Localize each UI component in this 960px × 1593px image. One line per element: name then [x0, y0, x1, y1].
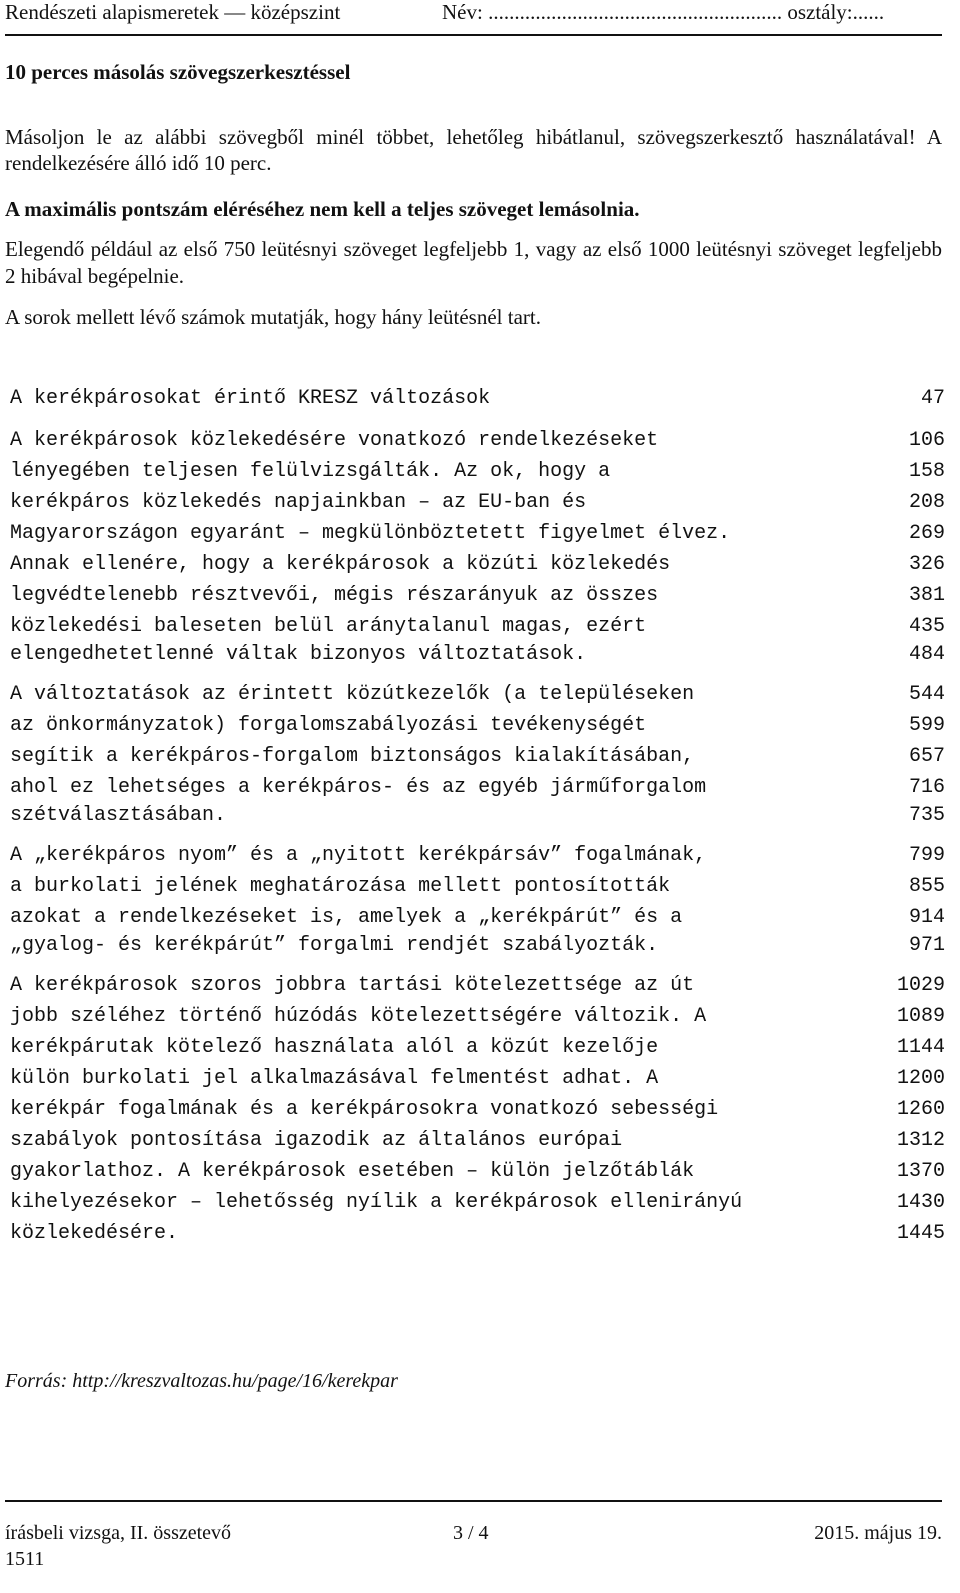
copy-line-text: kerékpár fogalmának és a kerékpárosokra vonatkozó sebességi	[10, 1098, 719, 1121]
keystroke-count: 855	[908, 875, 945, 898]
copy-line-text: A változtatások az érintett közútkezelők (a településeken	[10, 683, 695, 706]
copy-line	[10, 1063, 945, 1094]
copy-line-text: Annak ellenére, hogy a kerékpárosok a közúti közlekedés	[10, 553, 671, 576]
keystroke-count: 716	[908, 776, 945, 799]
copy-line	[10, 772, 945, 803]
copy-line-text: Magyarországon egyaránt – megkülönböztetett figyelmet élvez.	[10, 522, 731, 545]
copy-text-block	[10, 383, 945, 1260]
keystroke-count: 381	[908, 584, 945, 607]
page-header	[5, 0, 942, 36]
copy-line-text: közlekedési baleseten belül aránytalanul magas, ezért	[10, 615, 647, 638]
copy-line-text: jobb széléhez történő húzódás kötelezettségére változik. A	[10, 1005, 707, 1028]
keystroke-count: 208	[908, 491, 945, 514]
keystroke-count: 269	[908, 522, 945, 545]
copy-line-text: szabályok pontosítása igazodik az általános európai	[10, 1129, 623, 1152]
copy-line	[10, 642, 945, 668]
copy-line	[10, 679, 945, 710]
copy-line	[10, 518, 945, 549]
copy-line	[10, 1001, 945, 1032]
footer-date: 2015. május 19.	[814, 1522, 942, 1544]
source-citation: Forrás: http://kreszvaltozas.hu/page/16/kerekpar	[5, 1370, 398, 1392]
copy-line-text: közlekedésére.	[10, 1222, 179, 1245]
task-instructions	[5, 124, 942, 330]
keystroke-count: 1312	[896, 1129, 945, 1152]
copy-line-text: kihelyezésekor – lehetősség nyílik a kerékpárosok ellenirányú	[10, 1191, 743, 1214]
copy-line	[10, 933, 945, 959]
copy-line	[10, 871, 945, 902]
footer-page-number: 3 / 4	[453, 1522, 489, 1544]
copy-line	[10, 902, 945, 933]
keystroke-count: 799	[908, 844, 945, 867]
task-title: 10 perces másolás szövegszerkesztéssel	[5, 60, 351, 84]
keystroke-count: 657	[908, 745, 945, 768]
copy-line	[10, 611, 945, 642]
instruction-paragraph-1: Másoljon le az alábbi szövegből minél többet, lehetőleg hibátlanul, szövegszerkesztő használatával! A rendelkezésére álló idő 10 perc.	[5, 125, 942, 175]
copy-paragraph	[10, 383, 945, 414]
instruction-paragraph-3: Elegendő például az első 750 leütésnyi szöveget legfeljebb 1, vagy az első 1000 leütésnyi szöveget legfeljebb 2 hibával begépelnie.	[5, 237, 942, 288]
copy-paragraph	[10, 425, 945, 668]
copy-paragraph	[10, 840, 945, 959]
keystroke-count: 484	[908, 643, 945, 666]
copy-line-text: A kerékpárosokat érintő KRESZ változások	[10, 387, 491, 410]
keystroke-count: 1430	[896, 1191, 945, 1214]
copy-line-text: a burkolati jelének meghatározása mellett pontosították	[10, 875, 671, 898]
keystroke-count: 971	[908, 934, 945, 957]
copy-line	[10, 487, 945, 518]
copy-line-text: A kerékpárosok szoros jobbra tartási kötelezettsége az út	[10, 974, 695, 997]
copy-line	[10, 1218, 945, 1249]
copy-line	[10, 425, 945, 456]
copy-line-text: elengedhetetlenné váltak bizonyos változtatások.	[10, 643, 587, 666]
copy-line-text: kerékpáros közlekedés napjainkban – az EU-ban és	[10, 491, 587, 514]
copy-line	[10, 1032, 945, 1063]
instruction-paragraph-bold: A maximális pontszám eléréséhez nem kell a teljes szöveget lemásolnia.	[5, 197, 640, 221]
header-subject: Rendészeti alapismeretek — középszint	[5, 0, 341, 24]
keystroke-count: 1445	[896, 1222, 945, 1245]
copy-line	[10, 710, 945, 741]
keystroke-count: 544	[908, 683, 945, 706]
keystroke-count: 1144	[896, 1036, 945, 1059]
copy-line-text: A „kerékpáros nyom” és a „nyitott kerékpársáv” fogalmának,	[10, 844, 707, 867]
keystroke-count: 106	[908, 429, 945, 452]
copy-line	[10, 1187, 945, 1218]
copy-paragraph	[10, 970, 945, 1249]
copy-line	[10, 1156, 945, 1187]
page-footer	[5, 1500, 942, 1593]
copy-line-text: legvédtelenebb résztvevői, mégis részarányuk az összes	[10, 584, 659, 607]
keystroke-count: 599	[908, 714, 945, 737]
copy-line	[10, 803, 945, 829]
footer-exam-part: írásbeli vizsga, II. összetevő	[5, 1522, 232, 1544]
keystroke-count: 1260	[896, 1098, 945, 1121]
copy-line-text: külön burkolati jel alkalmazásával felmentést adhat. A	[10, 1067, 659, 1090]
keystroke-count: 1029	[896, 974, 945, 997]
keystroke-count: 735	[908, 804, 945, 827]
copy-line-text: „gyalog- és kerékpárút” forgalmi rendjét szabályozták.	[10, 934, 659, 957]
keystroke-count: 47	[920, 387, 945, 410]
copy-line-text: ahol ez lehetséges a kerékpáros- és az egyéb járműforgalom	[10, 776, 707, 799]
copy-line-text: az önkormányzatok) forgalomszabályozási tevékenységét	[10, 714, 647, 737]
copy-line	[10, 970, 945, 1001]
copy-line-text: lényegében teljesen felülvizsgálták. Az ok, hogy a	[10, 460, 611, 483]
copy-line	[10, 840, 945, 871]
copy-line	[10, 456, 945, 487]
keystroke-count: 914	[908, 906, 945, 929]
keystroke-count: 326	[908, 553, 945, 576]
keystroke-count: 158	[908, 460, 945, 483]
copy-line-text: kerékpárutak kötelező használata alól a közút kezelője	[10, 1036, 659, 1059]
footer-code: 1511	[5, 1548, 45, 1570]
keystroke-count: 1370	[896, 1160, 945, 1183]
keystroke-count: 435	[908, 615, 945, 638]
copy-line-text: gyakorlathoz. A kerékpárosok esetében – külön jelzőtáblák	[10, 1160, 695, 1183]
header-name-class-field: Név: ........................................................ osztály:......	[442, 0, 885, 24]
copy-line	[10, 383, 945, 414]
copy-line	[10, 1094, 945, 1125]
copy-paragraph	[10, 679, 945, 829]
keystroke-count: 1089	[896, 1005, 945, 1028]
copy-line-text: A kerékpárosok közlekedésére vonatkozó rendelkezéseket	[10, 429, 659, 452]
copy-line	[10, 741, 945, 772]
copy-line-text: segítik a kerékpáros-forgalom biztonságos kialakításában,	[10, 745, 695, 768]
copy-line	[10, 1125, 945, 1156]
copy-line-text: azokat a rendelkezéseket is, amelyek a „kerékpárút” és a	[10, 906, 683, 929]
keystroke-count: 1200	[896, 1067, 945, 1090]
copy-line-text: szétválasztásában.	[10, 804, 227, 827]
copy-line	[10, 549, 945, 580]
copy-line	[10, 580, 945, 611]
instruction-paragraph-4: A sorok mellett lévő számok mutatják, hogy hány leütésnél tart.	[5, 305, 541, 329]
